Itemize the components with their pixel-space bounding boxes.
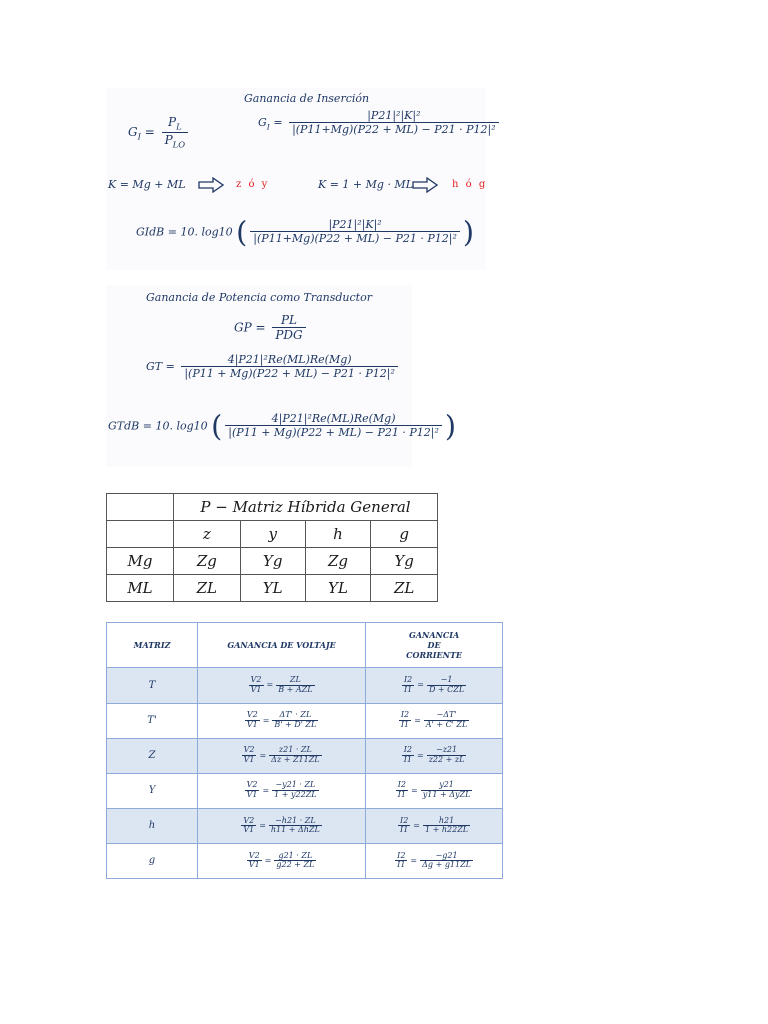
row-label: T' <box>107 703 198 738</box>
k-hg-equation: K = 1 + Mg · ML <box>318 178 413 191</box>
col-header: z <box>174 521 241 548</box>
insertion-gain-title: Ganancia de Inserción <box>244 92 370 105</box>
row-label: T <box>107 668 198 703</box>
zy-note: z ó y <box>236 179 270 190</box>
current-gain-cell: $\frac{I2}{I1}$ = $\frac{-1}{\text{D + CZL}}$ <box>366 668 503 703</box>
current-gain-cell: $\frac{I2}{I1}$ = $\frac{-g21}{\Delta g + g11ZL}$ <box>366 843 503 878</box>
gtdb-formula: GTdB = 10. log10 ( $\frac{\text{4|P21|²Re(ML)Re(Mg)}}{\text{|(P11 + Mg)(P22 + ML) − P21 · P12|²}}$ ) <box>108 409 457 443</box>
voltage-gain-cell: $\frac{V2}{V1}$ = $\frac{ZL}{\text{B + AZL}}$ <box>198 668 366 703</box>
k-zy-equation: K = Mg + ML <box>108 178 186 191</box>
row-label: Y <box>107 773 198 808</box>
table-row <box>107 668 503 703</box>
right-arrow-icon <box>198 177 224 193</box>
table-cell: Zg <box>305 548 371 575</box>
current-gain-cell: $\frac{I2}{I1}$ = $\frac{h21}{1 + h22ZL}$ <box>366 808 503 843</box>
voltage-gain-cell: $\frac{V2}{V1}$ = $\frac{g21 \cdot ZL}{g22 + ZL}$ <box>198 843 366 878</box>
table-row <box>107 773 503 808</box>
col-header: g <box>371 521 438 548</box>
hybrid-table-title: P − Matriz Híbrida General <box>174 494 438 521</box>
table-row <box>107 808 503 843</box>
right-arrow-icon <box>412 177 438 193</box>
table-cell: YL <box>240 575 305 602</box>
row-label: Z <box>107 738 198 773</box>
gain-table <box>106 622 503 879</box>
current-gain-cell: $\frac{I2}{I1}$ = $\frac{-z21}{z22 + zL}$ <box>366 738 503 773</box>
row-label: h <box>107 808 198 843</box>
gi-formula: $G_I$ = $\frac{\text{|P21|²|K|²}}{\text{|(P11+Mg)(P22 + ML) − P21 · P12|²}}$ <box>258 110 502 136</box>
voltage-gain-cell: $\frac{V2}{V1}$ = $\frac{\Delta T' \cdot ZL}{B' + D' ZL}$ <box>198 703 366 738</box>
col-header-corriente: GANANCIA DE CORRIENTE <box>366 623 503 668</box>
hybrid-matrix-table <box>106 493 438 602</box>
gp-formula: GP = $\frac{PL}{\text{PDG}}$ <box>234 314 309 342</box>
gt-formula: GT = $\frac{\text{4|P21|²Re(ML)Re(Mg)}}{\text{|(P11 + Mg)(P22 + ML) − P21 · P12|²}}$ <box>146 354 401 380</box>
table-row <box>107 703 503 738</box>
voltage-gain-cell: $\frac{V2}{V1}$ = $\frac{-y21 \cdot ZL}{1 + y22ZL}$ <box>198 773 366 808</box>
voltage-gain-cell: $\frac{V2}{V1}$ = $\frac{z21 \cdot ZL}{\Delta z + Z11ZL}$ <box>198 738 366 773</box>
hg-note: h ó g <box>452 179 488 190</box>
gidb-formula: GIdB = 10. log10 ( $\frac{\text{|P21|²|K|²}}{\text{|(P11+Mg)(P22 + ML) − P21 · P12|²}}$ ) <box>136 215 475 249</box>
table-cell: YL <box>305 575 371 602</box>
col-header-matriz: MATRIZ <box>107 623 198 668</box>
transducer-gain-title: Ganancia de Potencia como Transductor <box>146 291 372 304</box>
current-gain-cell: $\frac{I2}{I1}$ = $\frac{y21}{\text{y11 + ΔyZL}}$ <box>366 773 503 808</box>
table-cell: Zg <box>174 548 241 575</box>
row-label: g <box>107 843 198 878</box>
row-label: Mg <box>107 548 174 575</box>
empty-cell <box>107 521 174 548</box>
table-cell: ZL <box>371 575 438 602</box>
table-cell: Yg <box>240 548 305 575</box>
voltage-gain-cell: $\frac{V2}{V1}$ = $\frac{-h21 \cdot ZL}{\text{h11 + ΔhZL}}$ <box>198 808 366 843</box>
col-header-voltaje: GANANCIA DE VOLTAJE <box>198 623 366 668</box>
col-header: h <box>305 521 371 548</box>
current-gain-cell: $\frac{I2}{I1}$ = $\frac{-\Delta T'}{A' + C' ZL}$ <box>366 703 503 738</box>
table-row <box>107 843 503 878</box>
gi-definition: $G_I$ = $\frac{P_L}{P_{LO}}$ <box>128 116 191 149</box>
empty-corner-cell <box>107 494 174 521</box>
table-cell: Yg <box>371 548 438 575</box>
table-row <box>107 738 503 773</box>
row-label: ML <box>107 575 174 602</box>
table-cell: ZL <box>174 575 241 602</box>
col-header: y <box>240 521 305 548</box>
